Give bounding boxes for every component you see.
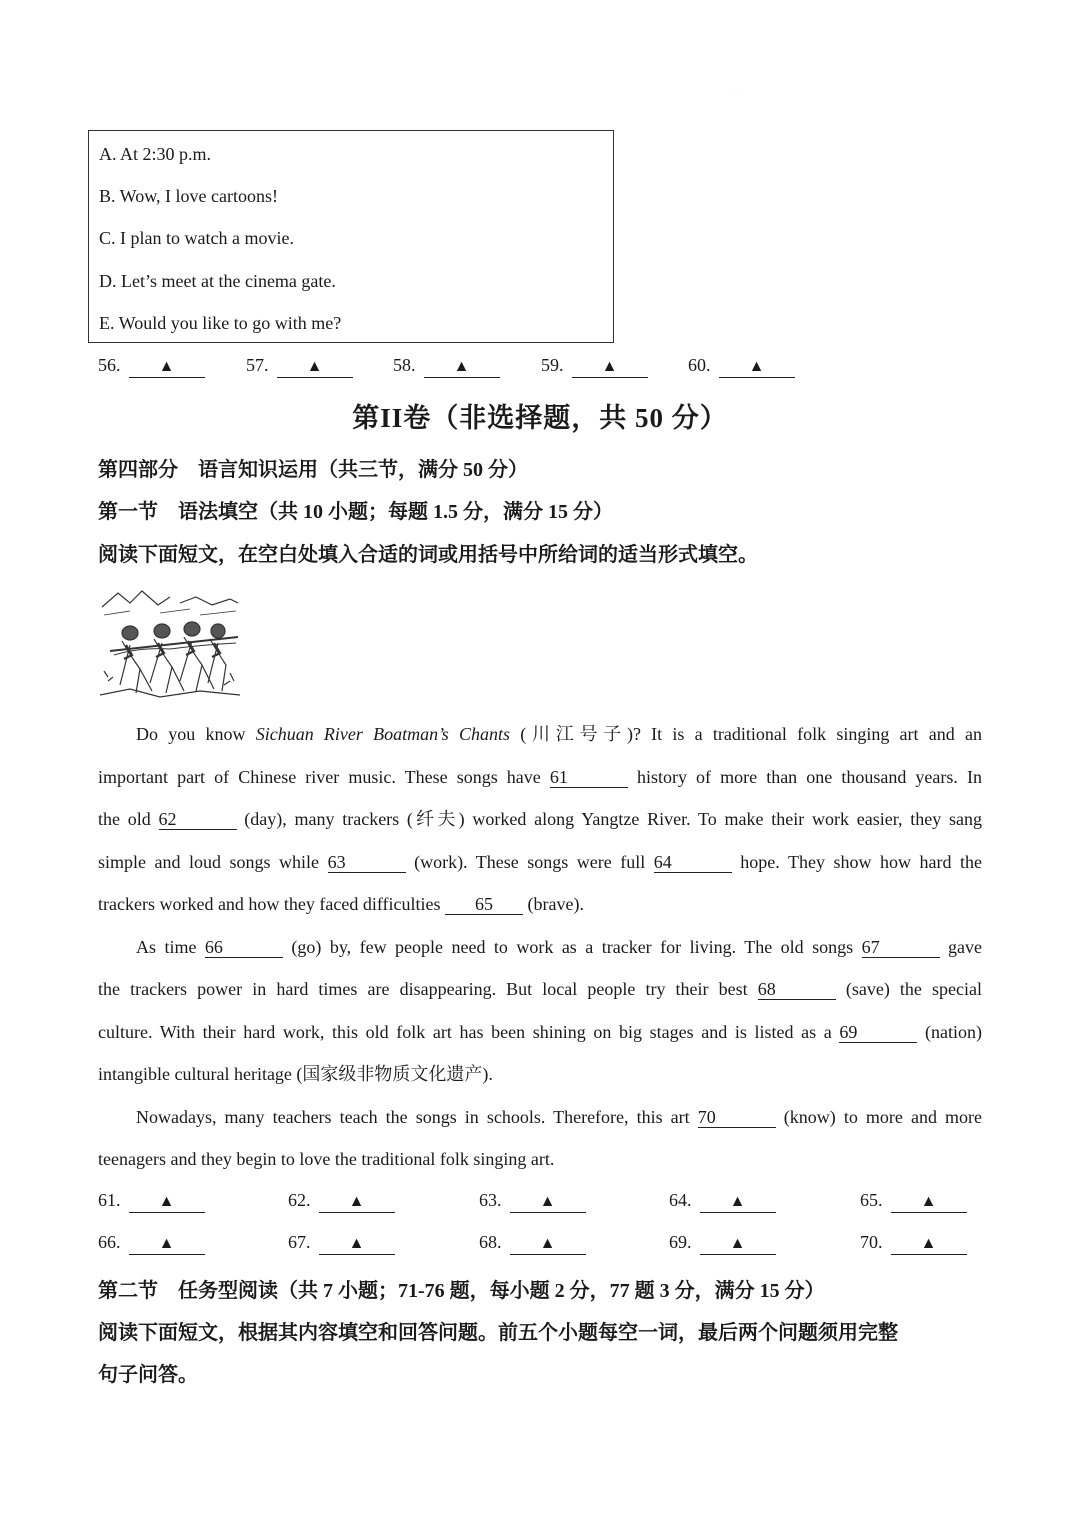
passage-line-8: culture. With their hard work, this old folk art has been shining on big stages and is listed as a 69 (nation) [98,1022,982,1042]
blank-65[interactable]: 65 [445,894,523,915]
passage-line-2: important part of Chinese river music. These songs have 61 history of more than one thousand years. In [98,767,982,787]
part4-heading: 第四部分 语言知识运用（共三节，满分 50 分） [98,459,528,481]
passage-line-11: teenagers and they begin to love the traditional folk singing art. [98,1149,555,1169]
trackers-illustration [100,585,240,700]
blank-67[interactable]: 67 [862,937,940,958]
blank-62[interactable]: 62 [159,809,237,830]
passage-line-4: simple and loud songs while 63 (work). These songs were full 64 hope. They show how hard the [98,852,982,872]
answer-blank-63[interactable]: 63. ▲ [479,1190,586,1213]
section1-instruction: 阅读下面短文，在空白处填入合适的词或用括号中所给词的适当形式填空。 [98,544,758,566]
blank-63[interactable]: 63 [328,852,406,873]
answer-blank-57[interactable]: 57. ▲ [246,355,353,378]
section1-heading: 第一节 语法填空（共 10 小题；每题 1.5 分，满分 15 分） [98,501,613,523]
blank-66[interactable]: 66 [205,937,283,958]
passage-line-7: the trackers power in hard times are disappearing. But local people try their best 68 (save) the special [98,979,982,999]
blank-61[interactable]: 61 [550,767,628,788]
answer-blank-56[interactable]: 56. ▲ [98,355,205,378]
option-c: C. I plan to watch a movie. [99,228,294,248]
option-b: B. Wow, I love cartoons! [99,186,279,206]
answer-blank-62[interactable]: 62. ▲ [288,1190,395,1213]
section2-instruction-line-1: 阅读下面短文，根据其内容填空和回答问题。前五个小题每空一词，最后两个问题须用完整 [98,1322,898,1344]
section2-heading: 第二节 任务型阅读（共 7 小题；71-76 题，每小题 2 分，77 题 3 分，满分 15 分） [98,1280,825,1302]
answer-blank-67[interactable]: 67. ▲ [288,1232,395,1255]
blank-69[interactable]: 69 [839,1022,917,1043]
answer-blank-59[interactable]: 59. ▲ [541,355,648,378]
answer-blank-58[interactable]: 58. ▲ [393,355,500,378]
answer-blank-60[interactable]: 60. ▲ [688,355,795,378]
answer-blank-69[interactable]: 69. ▲ [669,1232,776,1255]
faint-mark: · [735,88,737,94]
blank-64[interactable]: 64 [654,852,732,873]
passage-line-1: Do you know Sichuan River Boatman’s Chants (川江号子)? It is a traditional folk singing art and an [136,724,982,744]
section-title: 第II卷（非选择题，共 50 分） [352,403,728,433]
answer-blank-65[interactable]: 65. ▲ [860,1190,967,1213]
answer-blank-66[interactable]: 66. ▲ [98,1232,205,1255]
answer-blank-70[interactable]: 70. ▲ [860,1232,967,1255]
answer-blank-61[interactable]: 61. ▲ [98,1190,205,1213]
option-a: A. At 2:30 p.m. [99,144,212,164]
answer-blank-68[interactable]: 68. ▲ [479,1232,586,1255]
options-box [88,130,614,343]
answer-blank-64[interactable]: 64. ▲ [669,1190,776,1213]
passage-line-6: As time 66 (go) by, few people need to work as a tracker for living. The old songs 67 gave [136,937,983,957]
passage-line-5: trackers worked and how they faced difficulties 65 (brave). [98,894,585,914]
option-e: E. Would you like to go with me? [99,313,342,333]
section2-instruction-line-2: 句子问答。 [98,1364,198,1386]
passage-line-3: the old 62 (day), many trackers (纤夫) worked along Yangtze River. To make their work easier, they sang [98,809,982,829]
passage-line-9: intangible cultural heritage (国家级非物质文化遗产). [98,1064,493,1084]
passage-line-10: Nowadays, many teachers teach the songs in schools. Therefore, this art 70 (know) to more and more [136,1107,982,1127]
blank-68[interactable]: 68 [758,979,836,1000]
option-d: D. Let’s meet at the cinema gate. [99,271,336,291]
blank-70[interactable]: 70 [698,1107,776,1128]
